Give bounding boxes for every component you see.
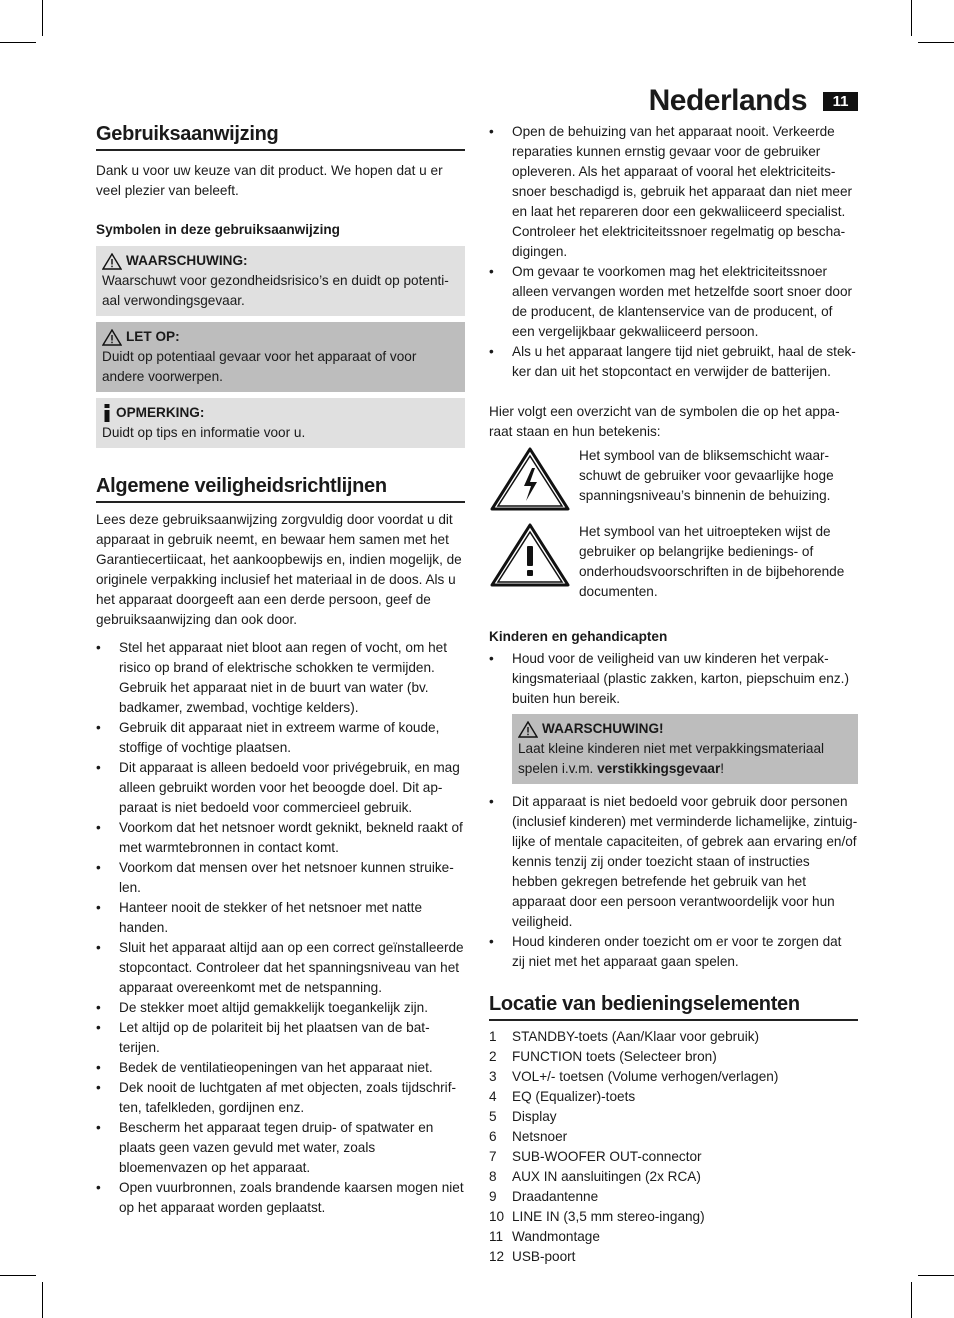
crop-mark <box>42 1282 43 1318</box>
warning-triangle-icon <box>102 253 122 270</box>
list-item: • Als u het apparaat langere tijd niet gebruikt, haal de stek-ker dan uit het stopcontact en verwijder de batterijen. <box>489 342 858 382</box>
safety-list-continued <box>489 122 858 382</box>
child-warning-title: WAARSCHUWING! <box>542 721 664 736</box>
list-item: • Dit apparaat is alleen bedoeld voor privégebruik, en mag alleen gebruikt worden voor het beoogde doel. Dit ap-paraat is niet bedoeld voor commercieel gebruik. <box>96 758 465 818</box>
note-title: OPMERKING: <box>116 405 205 420</box>
warning-title: WAARSCHUWING: <box>126 253 248 268</box>
crop-mark <box>42 0 43 36</box>
child-warning-text: Laat kleine kinderen niet met verpakkingsmateriaal spelen i.v.m. verstikkingsgevaar! <box>518 741 825 776</box>
list-item: • Om gevaar te voorkomen mag het elektriciteitssnoer alleen vervangen worden met hetzelfde soort snoer door de producent, de klantenservice van de producent, of een vergelijkbaar gekwaliiceerd persoon. <box>489 262 858 342</box>
section-title-controls: Locatie van bedieningselementen <box>489 992 858 1021</box>
list-item: • Open vuurbronnen, zoals brandende kaarsen mogen niet op het apparaat worden geplaatst. <box>96 1178 465 1218</box>
exclamation-warning-icon <box>489 522 571 588</box>
warning-box <box>96 246 465 316</box>
lightning-text: Het symbool van de bliksemschicht waar-schuwt de gebruiker voor gevaarlijke hoge spanningsniveau’s binnenin de behuizing. <box>579 448 834 503</box>
note-box <box>96 398 465 448</box>
children-heading: Kinderen en gehandicapten <box>489 629 668 644</box>
crop-mark <box>0 42 36 43</box>
list-item: 6 Netsnoer <box>489 1129 568 1144</box>
list-item: 5 Display <box>489 1109 557 1124</box>
list-item: • Houd kinderen onder toezicht om er voor te zorgen dat zij niet met het apparaat gaan spelen. <box>489 932 858 972</box>
note-text: Duidt op tips en informatie voor u. <box>102 425 306 440</box>
child-warning-box <box>512 714 858 784</box>
page-number: 11 <box>823 92 858 111</box>
list-item: • Let altijd op de polariteit bij het plaatsen van de bat-terijen. <box>96 1018 465 1058</box>
list-item: • Bescherm het apparaat tegen druip- of spatwater en plaats geen vazen gevuld met water, zoals bloemenvazen op het apparaat. <box>96 1118 465 1178</box>
language-heading: Nederlands <box>648 84 807 117</box>
lightning-symbol-row <box>489 446 858 512</box>
lightning-warning-icon <box>489 446 571 512</box>
list-item: • Hanteer nooit de stekker of het netsnoer met natte handen. <box>96 898 465 938</box>
left-column <box>96 122 465 1218</box>
crop-mark <box>918 1275 954 1276</box>
safety-list <box>96 638 465 1218</box>
info-icon <box>102 404 112 422</box>
intro-text: Dank u voor uw keuze van dit product. We hopen dat u er veel plezier van beleeft. <box>96 163 443 198</box>
crop-mark <box>918 42 954 43</box>
list-item: 3 VOL+/- toetsen (Volume verhogen/verlagen) <box>489 1069 779 1084</box>
safety-intro: Lees deze gebruiksaanwijzing zorgvuldig door voordat u dit apparaat in gebruik neemt, en bewaar hem samen met het Garantiecertiicaat, het aankoopbewijs en, indien mogelijk, de originele verpakking inclusief het materiaal in de doos. Als u het apparaat doorgeeft aan een derde persoon, geef de gebruiksaanwijzing dan ook door. <box>96 512 462 627</box>
list-item: • Dit apparaat is niet bedoeld voor gebruik door personen (inclusief kinderen) met verminderde lichamelijke, zintuig-lijke of mentale capaciteiten, of gebrek aan ervaring en/of kennis tenzij zij onder toezicht staan of instructies hebben gekregen betrefende het gebruik van het apparaat door een persoon verantwoordelijk voor hun veiligheid. <box>489 792 858 932</box>
list-item: 10 LINE IN (3,5 mm stereo-ingang) <box>489 1209 705 1224</box>
crop-mark <box>911 1282 912 1318</box>
list-item: • Open de behuizing van het apparaat nooit. Verkeerde reparaties kunnen ernstig gevaar voor de gebruiker opleveren. Als het apparaat of vooral het elektriciteits-snoer beschadigd is, gebruik het apparaat dan niet meer en laat het repareren door een gekwaliiceerd specialist. Controleer het elektriciteitssnoer regelmatig op bescha-digingen. <box>489 122 858 262</box>
caution-title: LET OP: <box>126 329 180 344</box>
exclamation-text: Het symbool van het uitroepteken wijst de gebruiker op belangrijke bedienings- of onderhoudsvoorschriften in de bijbehorende documenten. <box>579 524 845 599</box>
controls-list <box>489 1027 858 1267</box>
list-item: 9 Draadantenne <box>489 1189 599 1204</box>
symbols-heading: Symbolen in deze gebruiksaanwijzing <box>96 222 340 237</box>
list-item: • Bedek de ventilatieopeningen van het apparaat niet. <box>96 1058 465 1078</box>
list-item: 1 STANDBY-toets (Aan/Klaar voor gebruik) <box>489 1029 760 1044</box>
list-item: • Gebruik dit apparaat niet in extreem warme of koude, stoffige of vochtige plaatsen. <box>96 718 465 758</box>
symbols-intro: Hier volgt een overzicht van de symbolen die op het appa-raat staan en hun betekenis: <box>489 404 840 439</box>
list-item: 7 SUB-WOOFER OUT-connector <box>489 1149 702 1164</box>
list-item: • Stel het apparaat niet bloot aan regen of vocht, om het risico op brand of elektrische schokken te vermijden. Gebruik het apparaat niet in de buurt van water (bv. badkamer, zwembad, vochtige kelders). <box>96 638 465 718</box>
children-list <box>489 649 858 709</box>
caution-triangle-icon <box>102 329 122 346</box>
list-item: 8 AUX IN aansluitingen (2x RCA) <box>489 1169 701 1184</box>
children-list-2 <box>489 792 858 972</box>
list-item: • Voorkom dat het netsnoer wordt geknikt, bekneld raakt of met warmtebronnen in contact komt. <box>96 818 465 858</box>
crop-mark <box>0 1275 36 1276</box>
right-column <box>489 122 858 1267</box>
list-item: • Sluit het apparaat altijd aan op een correct geïnstalleerde stopcontact. Controleer dat het spanningsniveau van het apparaat overeenkomt met de netspanning. <box>96 938 465 998</box>
section-title-manual: Gebruiksaanwijzing <box>96 122 465 151</box>
crop-mark <box>911 0 912 36</box>
list-item: 11 Wandmontage <box>489 1229 600 1244</box>
list-item: 2 FUNCTION toets (Selecteer bron) <box>489 1049 717 1064</box>
caution-box <box>96 322 465 392</box>
list-item: 4 EQ (Equalizer)-toets <box>489 1089 636 1104</box>
list-item: • Houd voor de veiligheid van uw kinderen het verpak-kingsmateriaal (plastic zakken, karton, piepschuim enz.) buiten hun bereik. <box>489 649 858 709</box>
caution-text: Duidt op potentiaal gevaar voor het apparaat of voor andere voorwerpen. <box>102 349 417 384</box>
list-item: • Dek nooit de luchtgaten af met objecten, zoals tijdschrif-ten, tafelkleden, gordijnen enz. <box>96 1078 465 1118</box>
section-title-safety: Algemene veiligheidsrichtlijnen <box>96 474 465 503</box>
list-item: 12 USB-poort <box>489 1249 576 1264</box>
list-item: • Voorkom dat mensen over het netsnoer kunnen struike-len. <box>96 858 465 898</box>
exclamation-symbol-row <box>489 522 858 602</box>
warning-text: Waarschuwt voor gezondheidsrisico’s en duidt op potenti-aal verwondingsgevaar. <box>102 273 449 308</box>
warning-triangle-icon <box>518 721 538 738</box>
list-item: • De stekker moet altijd gemakkelijk toegankelijk zijn. <box>96 998 465 1018</box>
